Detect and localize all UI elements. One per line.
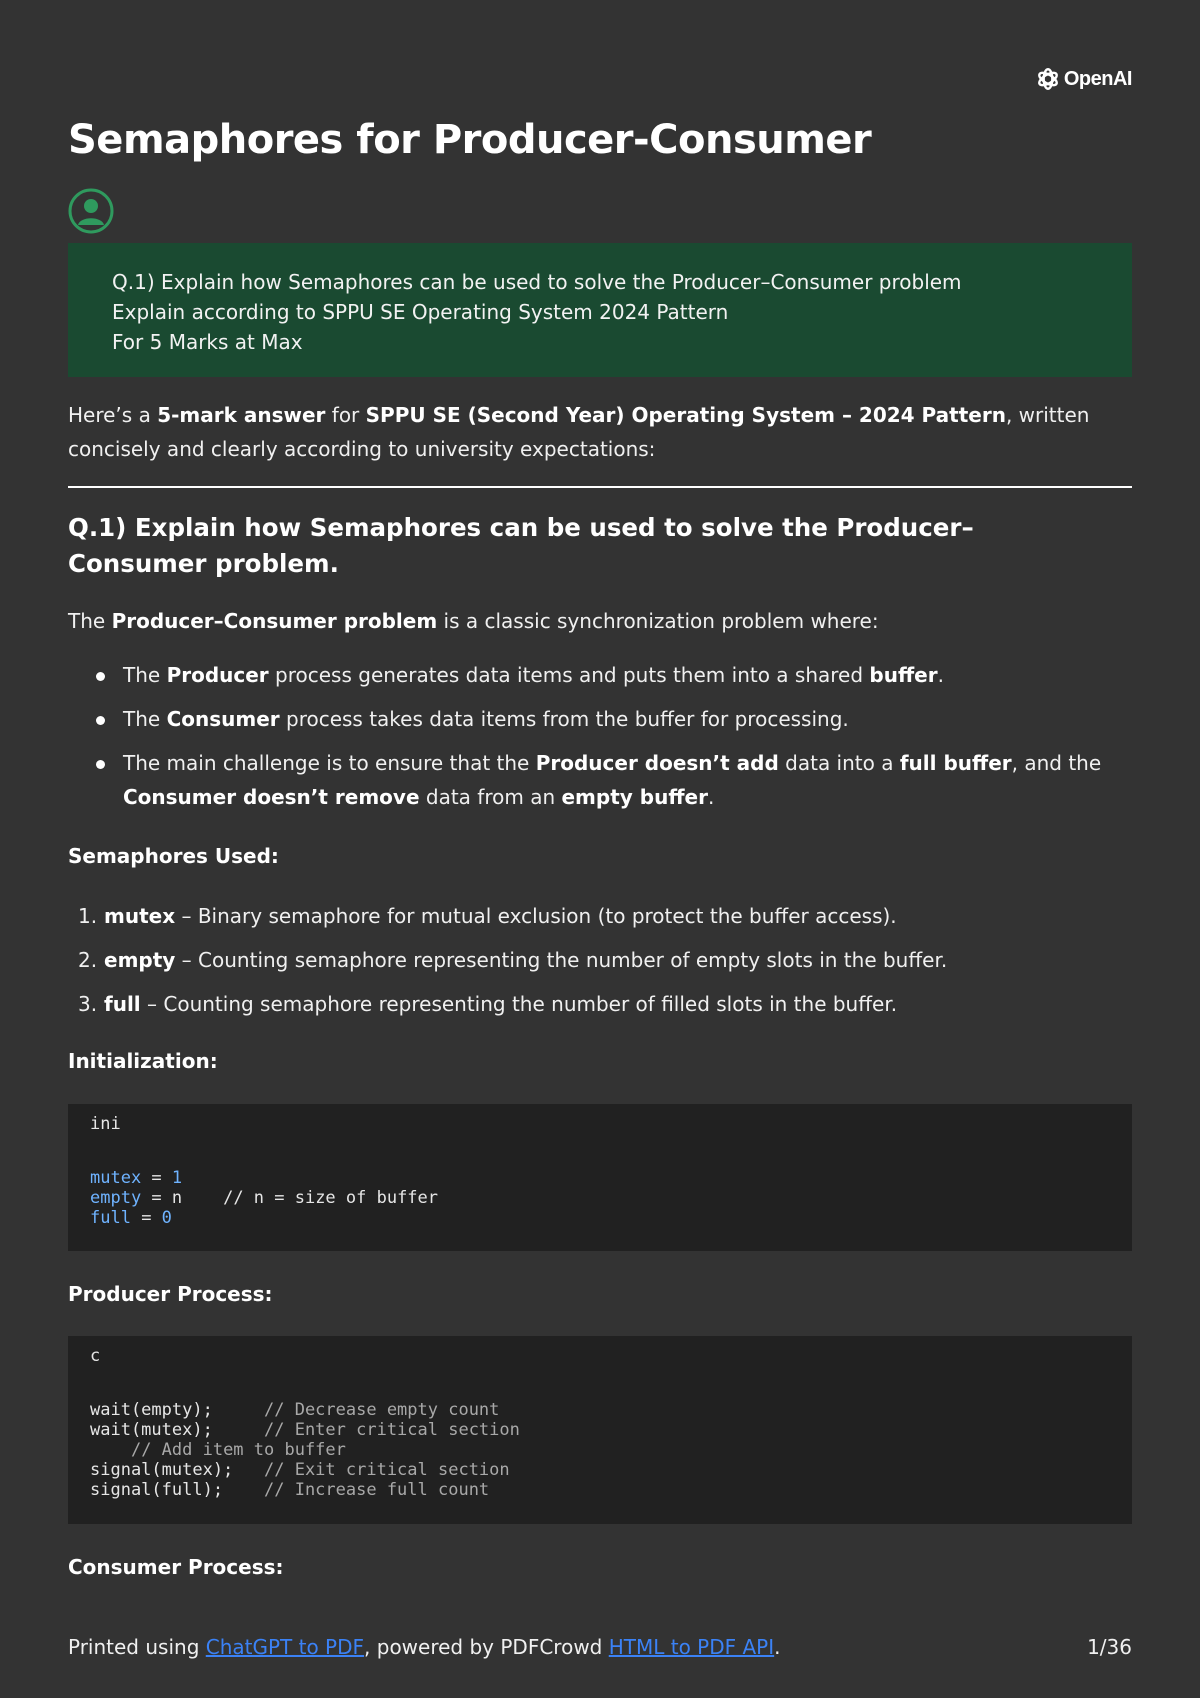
html-to-pdf-api-link[interactable]: HTML to PDF API <box>608 1635 775 1659</box>
producer-heading: Producer Process: <box>68 1282 273 1306</box>
logo-text: OpenAI <box>1063 67 1132 90</box>
problem-bullets <box>68 658 1132 824</box>
semaphores-list <box>68 899 1132 1031</box>
intro-paragraph: Here’s a 5-mark answer for SPPU SE (Second Year) Operating System – 2024 Pattern, written concisely and clearly according to university expectations: <box>68 403 1090 461</box>
openai-logo <box>1035 66 1132 92</box>
code-language-label: ini <box>90 1114 121 1134</box>
consumer-heading: Consumer Process: <box>68 1555 284 1579</box>
prompt-line: Explain according to SPPU SE Operating System 2024 Pattern <box>112 300 729 324</box>
list-item: 2. empty – Counting semaphore representing the number of empty slots in the buffer. <box>78 948 948 972</box>
producer-code-block <box>68 1336 1132 1524</box>
openai-logo-icon <box>1035 66 1061 92</box>
code-language-label: c <box>90 1346 101 1366</box>
semaphores-heading: Semaphores Used: <box>68 844 279 868</box>
prompt-line: Q.1) Explain how Semaphores can be used to solve the Producer–Consumer problem <box>112 270 962 294</box>
list-item: The Consumer process takes data items from the buffer for processing. <box>68 702 1132 736</box>
chatgpt-to-pdf-link[interactable]: ChatGPT to PDF <box>205 1635 365 1659</box>
user-avatar-icon <box>68 188 114 234</box>
user-prompt-box <box>68 243 1132 377</box>
footer: Printed using ChatGPT to PDF, powered by PDFCrowd HTML to PDF API. 1/36 <box>68 1630 1132 1664</box>
list-item: 3. full – Counting semaphore representing the number of filled slots in the buffer. <box>78 992 898 1016</box>
initialization-heading: Initialization: <box>68 1049 218 1073</box>
list-item: The main challenge is to ensure that the Producer doesn’t add data into a full buffer, and the Consumer doesn’t remove data from an empty buffer. <box>68 746 1132 814</box>
list-item: 1. mutex – Binary semaphore for mutual exclusion (to protect the buffer access). <box>78 904 897 928</box>
question-heading: Q.1) Explain how Semaphores can be used to solve the Producer–Consumer problem. <box>68 513 974 578</box>
code-content: wait(empty); // Decrease empty count wait(mutex); // Enter critical section // Add item to buffer signal(mutex); // Exit critical section signal(full); // Increase full count <box>90 1400 520 1500</box>
page-title: Semaphores for Producer-Consumer <box>68 117 872 163</box>
prompt-line: For 5 Marks at Max <box>112 330 303 354</box>
init-code-block <box>68 1104 1132 1251</box>
code-content: mutex = 1 empty = n // n = size of buffer full = 0 <box>90 1168 439 1228</box>
page-number: 1/36 <box>1087 1635 1132 1659</box>
problem-intro: The Producer–Consumer problem is a classic synchronization problem where: <box>68 609 879 633</box>
list-item: The Producer process generates data items and puts them into a shared buffer. <box>68 658 1132 692</box>
divider <box>68 486 1132 488</box>
